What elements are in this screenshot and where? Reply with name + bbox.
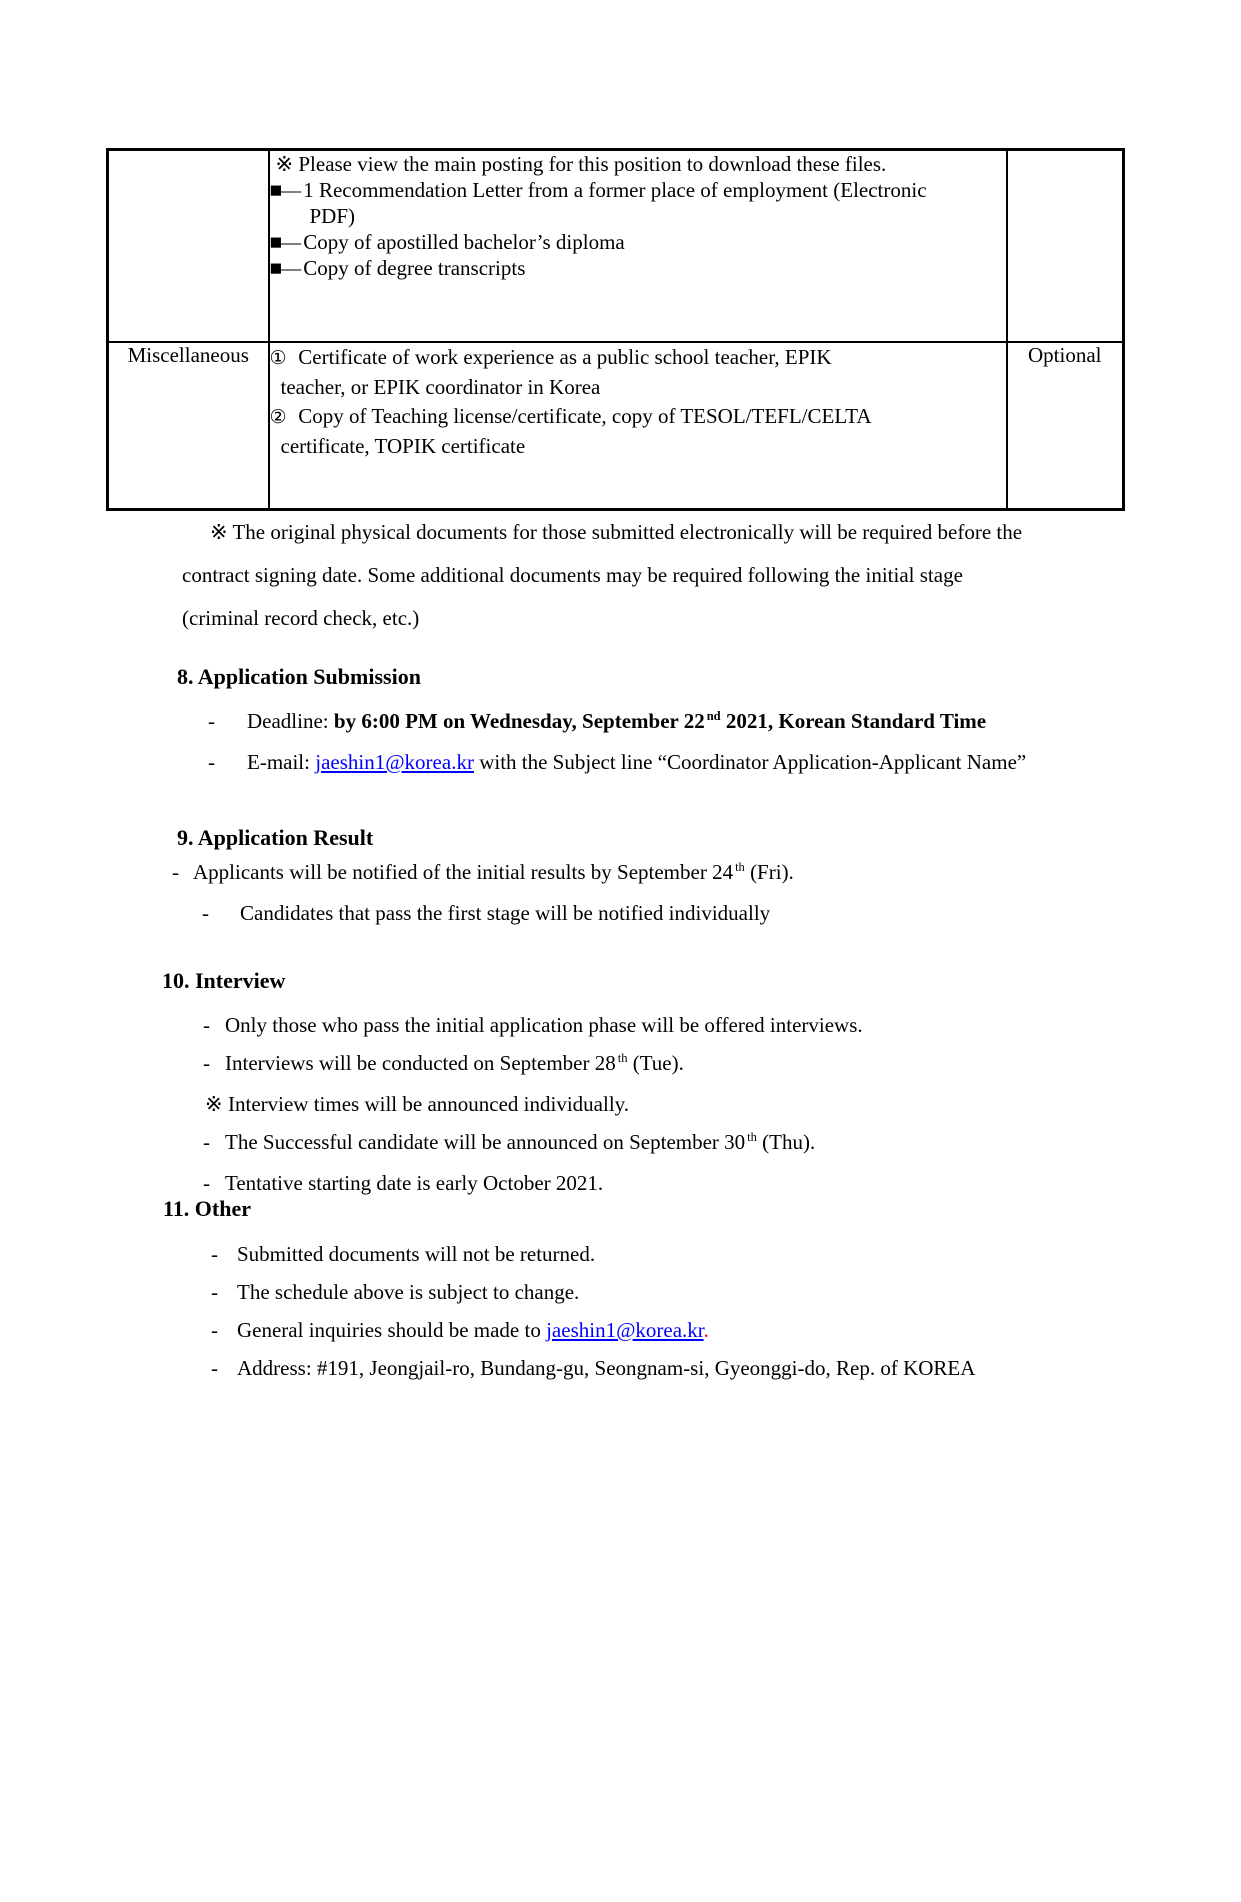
reference-mark-icon: ※: [205, 1092, 223, 1116]
list-item: [0, 1006, 1241, 1044]
section-items: [0, 1006, 1241, 1202]
text-run: Tentative starting date is early October 2021.: [225, 1171, 604, 1195]
list-item: [0, 1164, 1241, 1202]
dash-bullet-icon: -: [211, 1356, 218, 1380]
table-cell-misc-list: [269, 342, 1007, 510]
dash-bullet-icon: -: [203, 1051, 210, 1075]
section-9: [0, 823, 1241, 932]
circled-number-bullet: ①: [269, 347, 292, 369]
text-run: Address: #191, Jeongjail-ro, Bundang-gu, Seongnam-si, Gyeonggi-do, Rep. of KOREA: [237, 1356, 976, 1380]
dash-bullet-icon: -: [203, 1171, 210, 1195]
document-page: [0, 148, 1241, 1902]
text-run: Deadline:: [247, 709, 334, 733]
text-run: th: [735, 860, 745, 874]
list-item: [0, 1235, 1241, 1273]
sections-container: [0, 662, 1241, 1387]
text-run: Candidates that pass the first stage will be notified individually: [240, 901, 771, 925]
text-run: Submitted documents will not be returned.: [237, 1242, 596, 1266]
text-run: Applicants will be notified of the initial results by September 24: [193, 860, 734, 884]
table-row: [108, 150, 1124, 342]
text-run: (Thu).: [756, 1130, 816, 1154]
dash-bullet-icon: -: [203, 1013, 210, 1037]
text-run: by 6:00 PM on Wednesday, September 22: [333, 709, 705, 733]
list-item: [0, 1311, 1241, 1349]
text-run: Only those who pass the initial application phase will be offered interviews.: [225, 1013, 863, 1037]
dash-bullet-icon: -: [202, 901, 209, 925]
table-line: certificate, TOPIK certificate: [280, 433, 526, 458]
dash-bullet-icon: -: [208, 750, 215, 774]
square-bullet-icon: ■—: [269, 256, 300, 280]
list-item: [0, 702, 1241, 743]
text-run: The Successful candidate will be announced on September 30: [225, 1130, 746, 1154]
table-cell-empty-label: [108, 150, 269, 342]
text-run: E-mail:: [247, 750, 316, 774]
dash-bullet-icon: -: [172, 860, 179, 884]
note-line: contract signing date. Some additional documents may be required following the initial stage: [182, 563, 963, 587]
dash-bullet-icon: -: [211, 1242, 218, 1266]
text-run: Interviews will be conducted on September 28: [225, 1051, 616, 1075]
dash-bullet-icon: -: [203, 1130, 210, 1154]
text-run: General inquiries should be made to: [237, 1318, 547, 1342]
text-run: (Tue).: [627, 1051, 684, 1075]
table-cell-label-miscellaneous: Miscellaneous: [108, 342, 269, 510]
list-item: [0, 1123, 1241, 1164]
text-run: (Fri).: [744, 860, 794, 884]
reference-mark-icon: ※: [275, 152, 299, 176]
list-item: [0, 853, 1241, 894]
note-line: (criminal record check, etc.): [182, 606, 420, 630]
list-item: [0, 1349, 1241, 1387]
text-run: nd: [706, 709, 721, 723]
section-11: [0, 1194, 1241, 1387]
email-link[interactable]: jaeshin1@korea.kr: [546, 1318, 704, 1342]
table-line: ② Copy of Teaching license/certificate, copy of TESOL/TEFL/CELTA: [269, 403, 872, 428]
list-item: [0, 1044, 1241, 1085]
list-item: [0, 894, 1241, 932]
dash-bullet-icon: -: [211, 1280, 218, 1304]
text-run: Interview times will be announced individually.: [228, 1092, 630, 1116]
email-link[interactable]: jaeshin1@korea.kr: [315, 750, 474, 774]
section-heading-9: 9. Application Result: [177, 825, 374, 850]
text-run: with the Subject line “Coordinator Application-Applicant Name”: [473, 750, 1027, 774]
section-items: [0, 853, 1241, 932]
text-run: th: [747, 1130, 757, 1144]
table-line: ■— Copy of apostilled bachelor’s diploma: [269, 230, 625, 254]
text-run: The schedule above is subject to change.: [237, 1280, 580, 1304]
note-line: ※ The original physical documents for those submitted electronically will be required before the: [210, 520, 1023, 544]
table-line: ■— 1 Recommendation Letter from a former place of employment (Electronic: [269, 178, 927, 202]
dash-bullet-icon: -: [208, 709, 215, 733]
section-heading-8: 8. Application Submission: [177, 664, 421, 689]
table-row: [108, 342, 1124, 510]
section-items: [0, 702, 1241, 781]
documents-table: [106, 148, 1125, 511]
text-run: .: [703, 1318, 709, 1342]
section-items: [0, 1235, 1241, 1387]
table-cell-requirement-optional: Optional: [1007, 342, 1124, 510]
text-run: 2021, Korean Standard Time: [720, 709, 987, 733]
section-heading-11: 11. Other: [163, 1196, 251, 1221]
list-item: [0, 1085, 1241, 1123]
table-line: ① Certificate of work experience as a public school teacher, EPIK: [269, 344, 832, 369]
section-heading-10: 10. Interview: [162, 968, 286, 993]
square-bullet-icon: ■—: [269, 178, 300, 202]
note-original-documents: [182, 511, 1241, 640]
table-line: PDF): [309, 204, 356, 228]
table-line: ■— Copy of degree transcripts: [269, 256, 526, 280]
list-item: [0, 1273, 1241, 1311]
table-cell-file-list: [269, 150, 1007, 342]
section-10: [0, 966, 1241, 1202]
square-bullet-icon: ■—: [269, 230, 300, 254]
list-item: [0, 743, 1241, 781]
text-run: th: [617, 1051, 628, 1065]
section-8: [0, 662, 1241, 781]
table-line: teacher, or EPIK coordinator in Korea: [280, 374, 601, 399]
table-cell-empty-requirement: [1007, 150, 1124, 342]
circled-number-bullet: ②: [269, 406, 292, 428]
table-line: ※ Please view the main posting for this position to download these files.: [275, 152, 887, 176]
dash-bullet-icon: -: [211, 1318, 218, 1342]
